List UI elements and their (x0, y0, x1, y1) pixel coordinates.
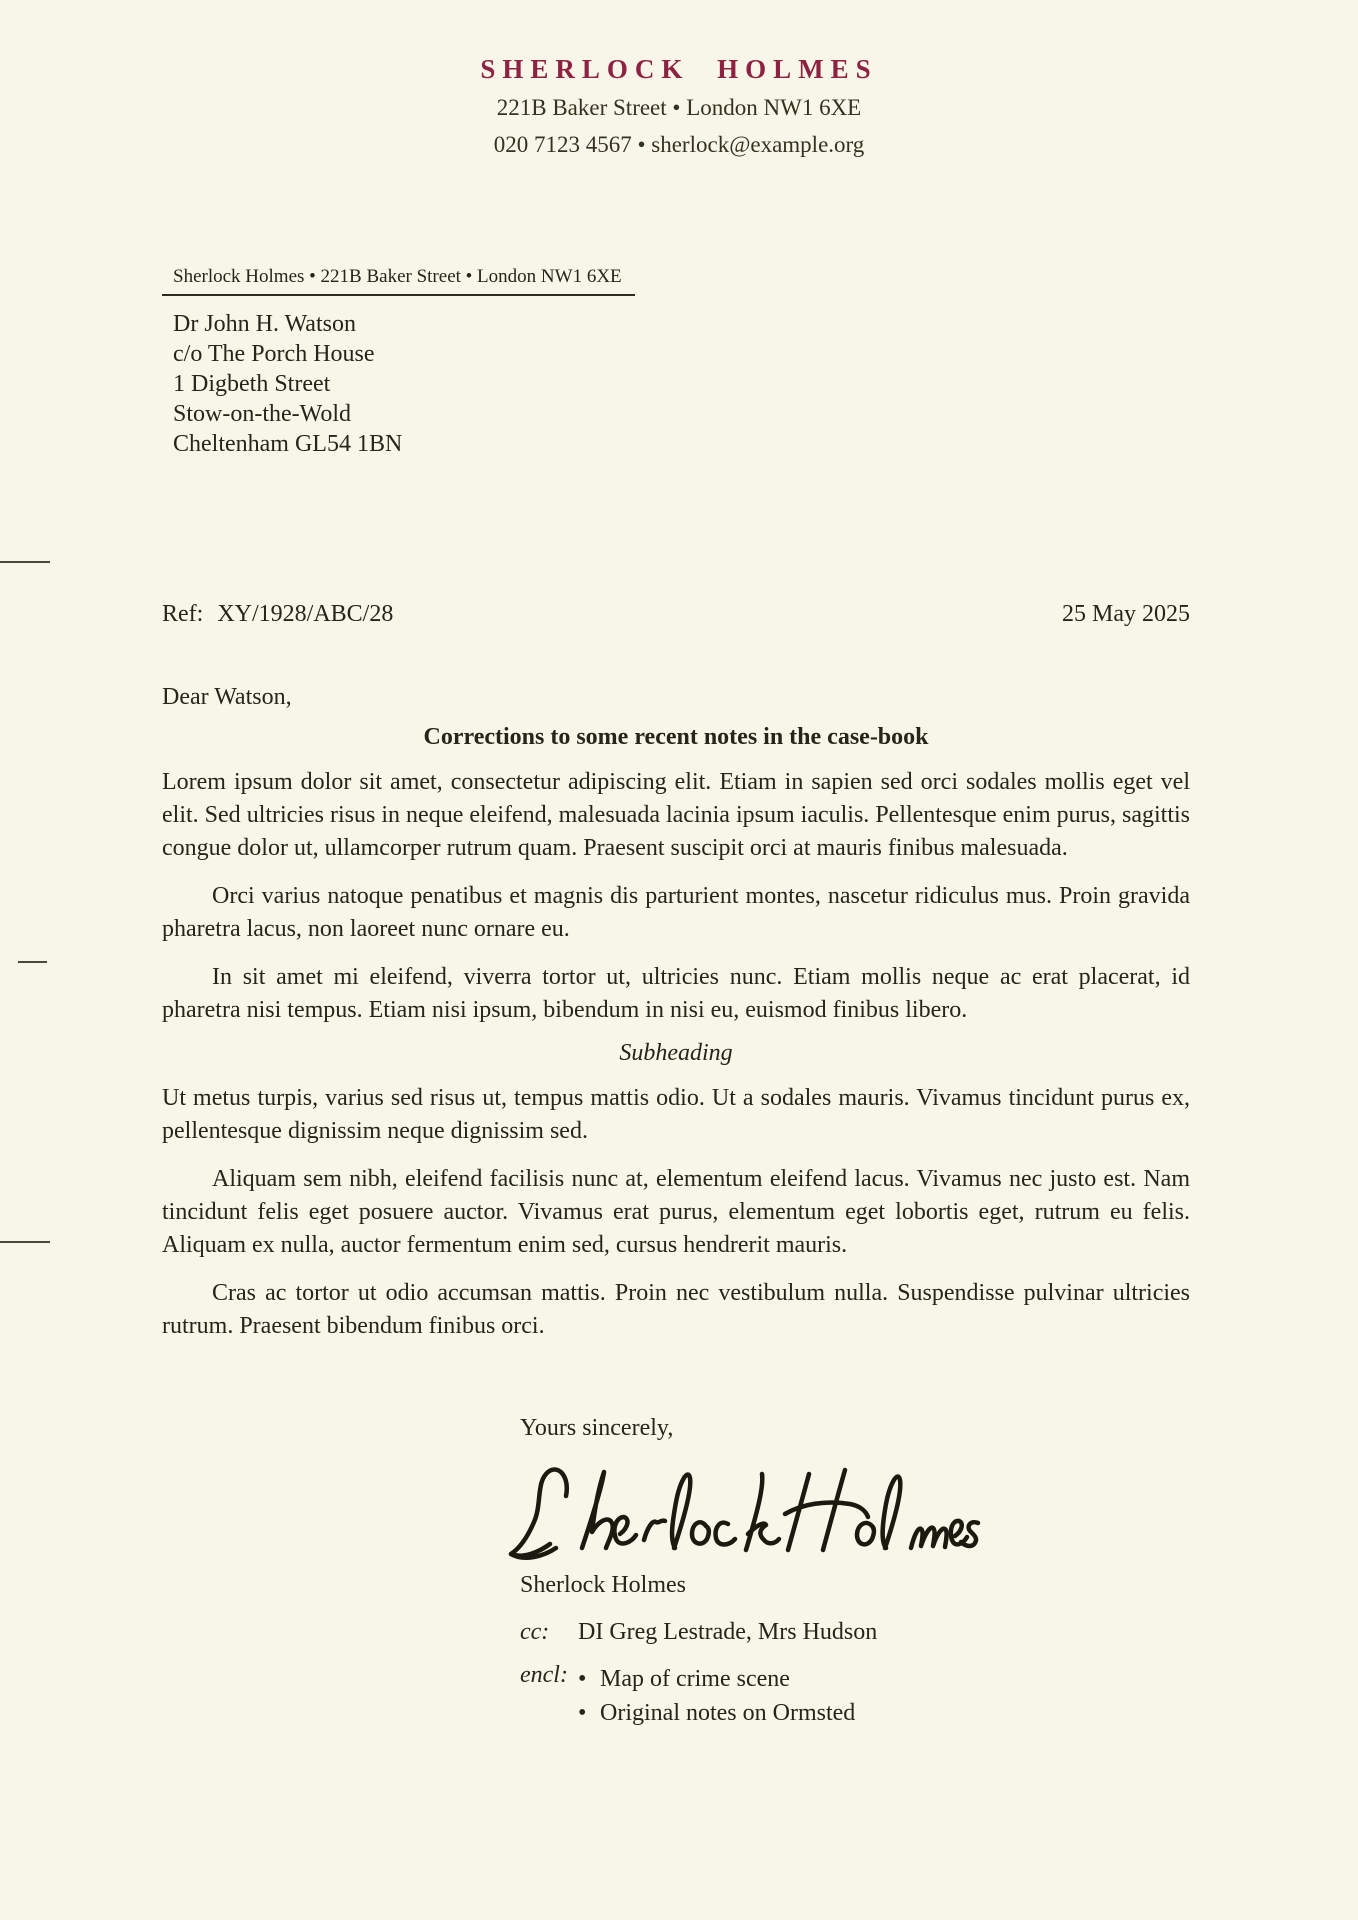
handwritten-signature-image (508, 1458, 986, 1566)
recipient-street: 1 Digbeth Street (173, 371, 331, 397)
enclosure-item: • Map of crime scene (578, 1662, 855, 1696)
salutation: Dear Watson, (162, 684, 292, 710)
recipient-name: Dr John H. Watson (173, 311, 356, 337)
punch-mark (18, 961, 47, 963)
letterhead-name: SHERLOCK HOLMES (480, 54, 878, 84)
reference-value: XY/1928/ABC/28 (217, 601, 394, 627)
letterhead-contact: 020 7123 4567 • sherlock@example.org (493, 132, 865, 157)
typed-signature-name: Sherlock Holmes (520, 1572, 686, 1598)
return-address-block (162, 262, 1358, 296)
fold-mark-top (0, 561, 50, 563)
cc-value: DI Greg Lestrade, Mrs Hudson (578, 1619, 878, 1645)
reference-label: Ref: (162, 601, 204, 627)
recipient-address (173, 309, 1358, 459)
enclosures-label: encl: (520, 1662, 568, 1688)
enclosures-list (578, 1662, 855, 1730)
paragraph: Orci varius natoque penatibus et magnis dis parturient montes, nascetur ridiculus mus. Proin gravida pharetra lacus, non laoreet nunc ornare eu. (162, 883, 1190, 942)
paragraph: Cras ac tortor ut odio accumsan mattis. Proin nec vestibulum nulla. Suspendisse pulvinar ultricies rutrum. Praesent bibendum finibus orci. (162, 1280, 1190, 1339)
fold-mark-bottom (0, 1241, 50, 1243)
valediction: Yours sincerely, (520, 1415, 674, 1441)
recipient-care-of: c/o The Porch House (173, 341, 375, 367)
paragraph: Aliquam sem nibh, eleifend facilisis nunc at, elementum eleifend lacus. Vivamus nec justo est. Nam tincidunt felis eget posuere auctor. Vivamus erat purus, elementum eget lobortis eget, rutrum eu felis. Aliquam ex nulla, auctor fermentum enim sed, cursus hendrerit mauris. (162, 1166, 1190, 1258)
reference-row (162, 601, 1190, 628)
paragraph: Ut metus turpis, varius sed risus ut, tempus mattis odio. Ut a sodales mauris. Vivamus tincidunt purus ex, pellentesque dignissim neque dignissim sed. (162, 1085, 1190, 1144)
cc-label: cc: (520, 1619, 550, 1645)
cc-row (520, 1619, 1358, 1646)
closing-block (520, 1415, 1358, 1730)
recipient-town: Stow-on-the-Wold (173, 401, 352, 427)
return-address-line: Sherlock Holmes • 221B Baker Street • London NW1 6XE (162, 266, 635, 296)
letterhead (0, 0, 1358, 159)
letter-body (162, 684, 1190, 1343)
paragraph: Lorem ipsum dolor sit amet, consectetur adipiscing elit. Etiam in sapien sed orci sodales mollis eget vel elit. Sed ultricies risus in neque eleifend, malesuada lacinia ipsum iaculis. Pellentesque enim purus, sagittis congue dolor ut, ullamcorper rutrum quam. Praesent suscipit orci at mauris finibus malesuada. (162, 769, 1190, 861)
subheading: Subheading (619, 1040, 733, 1066)
recipient-postcode: Cheltenham GL54 1BN (173, 431, 403, 457)
letterhead-address: 221B Baker Street • London NW1 6XE (496, 95, 862, 120)
reference (162, 601, 393, 628)
subject-heading: Corrections to some recent notes in the case-book (423, 724, 929, 750)
enclosure-item: • Original notes on Ormsted (578, 1696, 855, 1730)
enclosures-row (520, 1662, 1358, 1730)
letter-date: 25 May 2025 (1062, 601, 1190, 627)
paragraph: In sit amet mi eleifend, viverra tortor ut, ultricies nunc. Etiam mollis neque ac erat placerat, id pharetra nisi tempus. Etiam nisi ipsum, bibendum in nisi eu, euismod finibus libero. (162, 964, 1190, 1023)
